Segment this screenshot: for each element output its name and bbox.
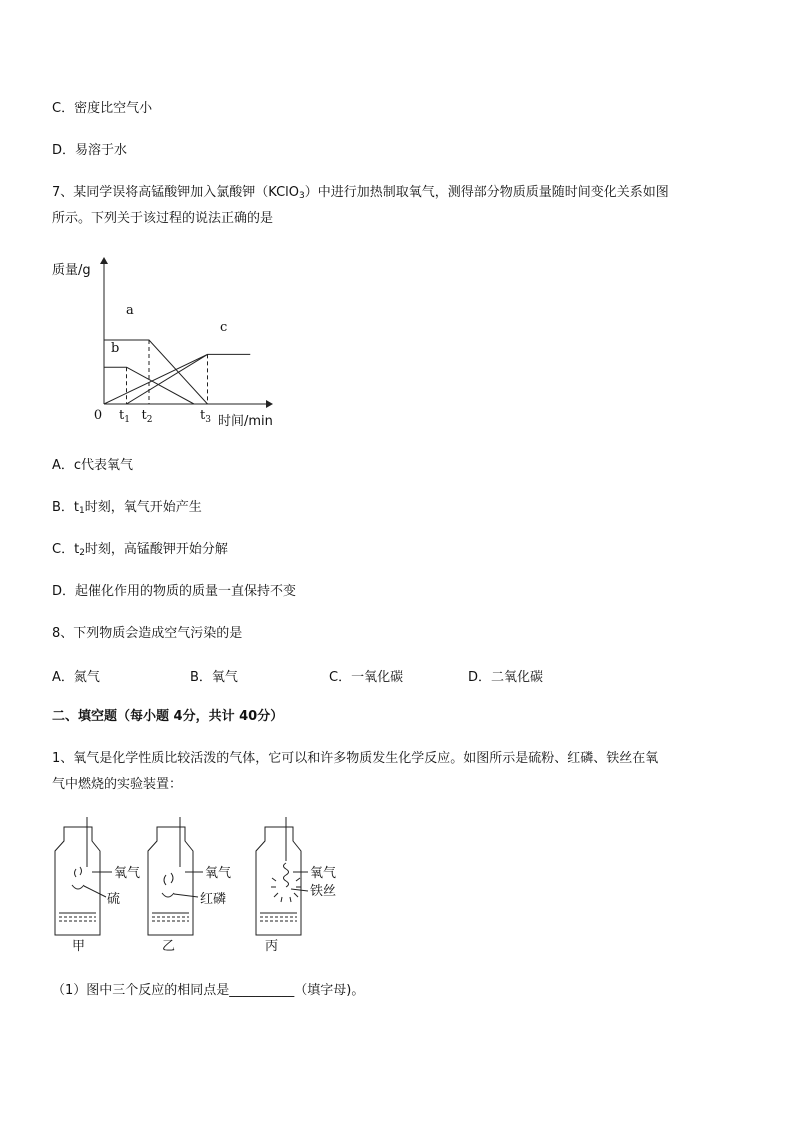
series-label-b: b <box>111 341 120 356</box>
q8-option-c: C．一氧化碳 <box>329 670 404 685</box>
series-label-a: a <box>126 303 134 318</box>
q8-option-a: A．氮气 <box>52 670 100 685</box>
series-line-a <box>104 340 208 404</box>
yi-gas-label: 氧气 <box>205 866 232 881</box>
q7-option-a: A．c代表氧气 <box>52 458 134 473</box>
bottle-bing <box>256 817 308 935</box>
x-axis-label: 时间/min <box>218 414 273 429</box>
q8-option-b: B．氧气 <box>190 670 238 685</box>
q8-options <box>52 666 752 684</box>
series-line-c <box>104 354 250 404</box>
bing-substance-label: 铁丝 <box>310 884 337 899</box>
q7-stem-line1: 7、某同学误将高锰酸钾加入氯酸钾（KClO$_3$）中进行加热制取氧气，测得部分物质质量随时间变化关系如图 <box>52 185 669 201</box>
tick-label-2: $t_2$ <box>141 408 153 425</box>
tick-label-3: $t_3$ <box>200 408 211 425</box>
q7-option-b: B．$t_1$时刻，氧气开始产生 <box>52 500 202 516</box>
fill1-stem-line2: 气中燃烧的实验装置： <box>52 777 183 792</box>
q7-option-c: C．$t_2$时刻，高锰酸钾开始分解 <box>52 542 228 558</box>
jia-gas-label: 氧气 <box>114 866 141 881</box>
jia-caption: 甲 <box>72 939 86 954</box>
section-heading: 二、填空题（每小题 4分，共计 40分） <box>52 709 284 724</box>
option-d: D．易溶于水 <box>52 143 128 158</box>
combustion-apparatus-figure <box>50 815 370 955</box>
bottle-yi <box>148 817 203 935</box>
bing-caption: 丙 <box>265 939 279 954</box>
fill1-sub1: （1）图中三个反应的相同点是__________（填字母)。 <box>52 983 365 998</box>
option-c: C．密度比空气小 <box>52 101 153 116</box>
series-line-unnamed-3 <box>127 354 208 404</box>
jia-substance-label: 硫 <box>107 892 121 907</box>
tick-label-1: $t_1$ <box>119 408 130 425</box>
origin-label: 0 <box>93 408 103 423</box>
mass-time-chart <box>50 250 290 430</box>
bottle-jia <box>55 817 112 935</box>
q8-option-d: D．二氧化碳 <box>468 670 544 685</box>
yi-substance-label: 红磷 <box>200 892 227 907</box>
bing-gas-label: 氧气 <box>310 866 337 881</box>
y-axis-label: 质量/g <box>52 263 91 278</box>
q7-stem-line2: 所示。下列关于该过程的说法正确的是 <box>52 211 274 226</box>
yi-caption: 乙 <box>162 939 176 954</box>
q8-stem: 8、下列物质会造成空气污染的是 <box>52 626 243 641</box>
q7-option-d: D．起催化作用的物质的质量一直保持不变 <box>52 584 297 599</box>
fill1-stem-line1: 1、氧气是化学性质比较活泼的气体，它可以和许多物质发生化学反应。如图所示是硫粉、红磷、铁丝在氧 <box>52 751 659 766</box>
series-label-c: c <box>220 320 228 335</box>
